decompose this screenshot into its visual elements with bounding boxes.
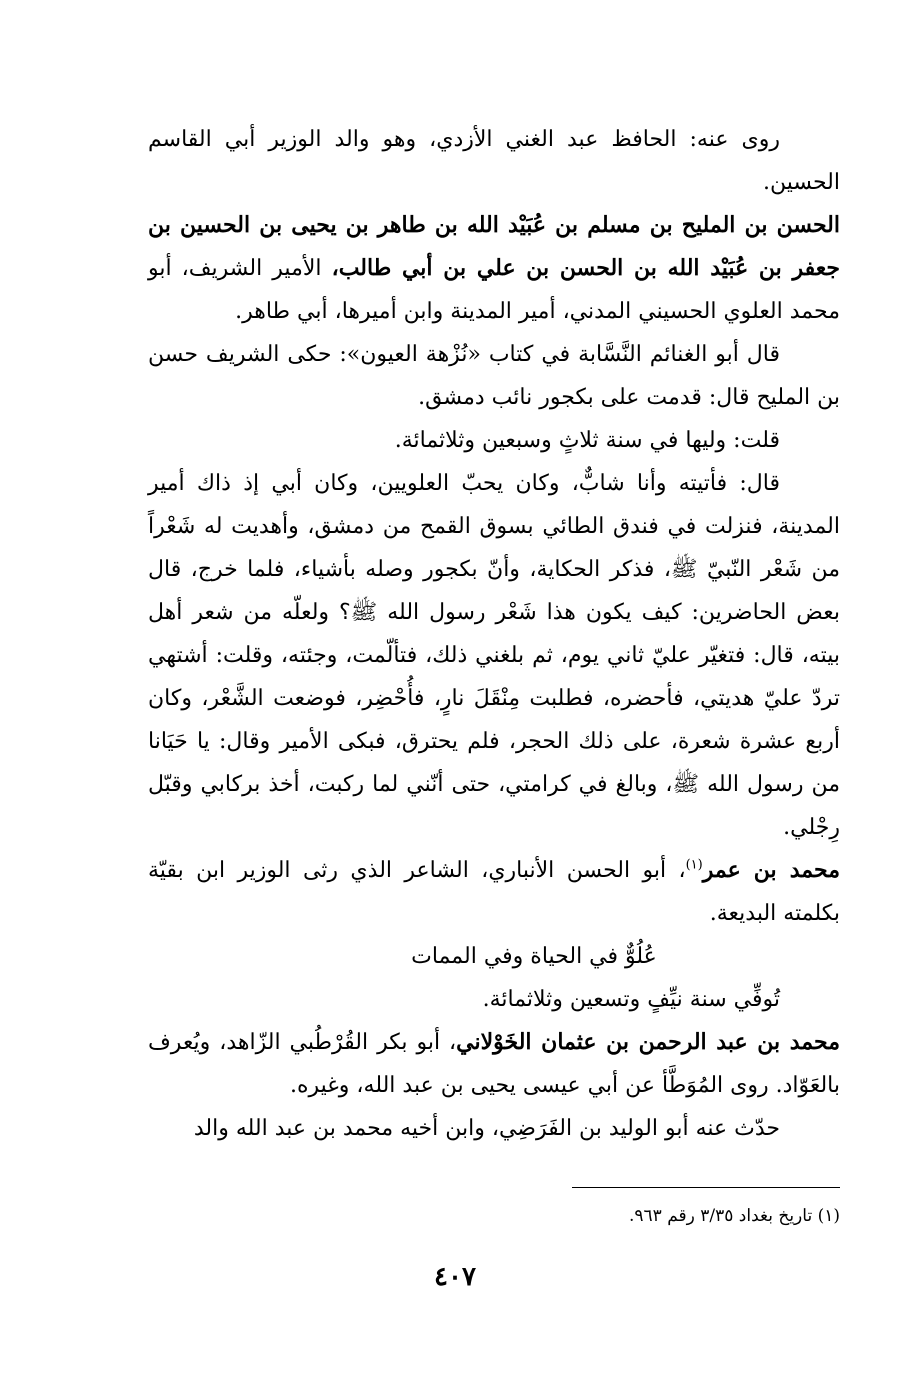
text-run: الأمير الشريف، أبو محمد العلوي الحسيني المدني، أمير المدينة وابن أميرها، أبي طاهر. bbox=[148, 256, 840, 324]
paragraphs-before-verse bbox=[148, 118, 840, 935]
paragraph-p8 bbox=[148, 1021, 840, 1107]
text-run: حدّث عنه أبو الوليد بن الفَرَضِي، وابن أخيه محمد بن عبد الله والد bbox=[193, 1116, 780, 1141]
main-text bbox=[148, 118, 840, 1150]
paragraph-p2 bbox=[148, 204, 840, 333]
footnote-separator bbox=[572, 1187, 840, 1188]
text-run: قال أبو الغنائم النَّسَّابة في كتاب «نُزْهة العيون»: حكى الشريف حسن بن المليح قال: قدمت على بكجور نائب دمشق. bbox=[148, 342, 840, 410]
text-run: تُوفِّي سنة نيِّفٍ وتسعين وثلاثمائة. bbox=[482, 987, 780, 1012]
entry-heading: الحسن بن المليح بن مسلم بن عُبَيْد الله بن طاهر بن يحيى بن الحسين بن جعفر بن عُبَيْد الله بن الحسن بن علي بن أبي طالب، bbox=[148, 212, 840, 281]
footnote: (١) تاريخ بغداد ٣/٣٥ رقم ٩٦٣. bbox=[628, 1206, 840, 1226]
text-run: ، أبو بكر القُرْطُبي الزّاهد، ويُعرف بالعَوّاد. روى المُوَطَّأ عن أبي عيسى يحيى بن عبد الله، وغيره. bbox=[148, 1030, 840, 1098]
verse bbox=[148, 935, 840, 978]
text-run: روى عنه: الحافظ عبد الغني الأزدي، وهو والد الوزير أبي القاسم الحسين. bbox=[148, 127, 840, 195]
footnote-reference: (١) bbox=[685, 857, 703, 873]
text-run: قال: فأتيته وأنا شابٌّ، وكان يحبّ العلويين، وكان أبي إذ ذاك أمير المدينة، فنزلت في فندق الطائي بسوق القمح من دمشق، وأهديت له شَعْراً من شَعْر النّبيّ ﷺ، فذكر الحكاية، وأنّ بكجور وصله بأشياء، فلما خرج، قال بعض الحاضرين: كيف يكون هذا شَعْر رسول الله ﷺ؟ ولعلّه من شعر أهل بيته، قال: فتغيّر عليّ ثاني يوم، ثم بلغني ذلك، فتألّمت، وجئته، وقلت: أشتهي تردّ عليّ هديتي، فأحضره، فطلبت مِنْقَلَ نارٍ، فأُحْضِر، فوضعت الشَّعْر، وكان أربع عشرة شعرة، على ذلك الحجر، فلم يحترق، فبكى الأمير وقال: يا حَيَانا من رسول الله ﷺ، وبالغ في كرامتي، حتى أنّني لما ركبت، أخذ بركابي وقبّل رِجْلي. bbox=[148, 471, 840, 840]
text-run: ، أبو الحسن الأنباري، الشاعر الذي رثى الوزير ابن بقيّة بكلمته البديعة. bbox=[148, 858, 840, 926]
page-number: ٤٠٧ bbox=[434, 1262, 476, 1292]
paragraph-p6 bbox=[148, 849, 840, 935]
entry-heading: محمد بن عبد الرحمن بن عثمان الخَوْلاني bbox=[456, 1029, 840, 1055]
paragraph-p3 bbox=[148, 333, 840, 419]
paragraph-p7 bbox=[148, 978, 840, 1021]
paragraphs-after-verse bbox=[148, 978, 840, 1150]
paragraph-p9 bbox=[148, 1107, 840, 1150]
verse-line: عُلُوٌّ في الحياة وفي الممات bbox=[411, 944, 657, 969]
paragraph-p5 bbox=[148, 462, 840, 849]
entry-heading: محمد بن عمر bbox=[702, 857, 840, 883]
text-run: قلت: وليها في سنة ثلاثٍ وسبعين وثلاثمائة. bbox=[394, 428, 780, 453]
paragraph-p4 bbox=[148, 419, 840, 462]
paragraph-p1 bbox=[148, 118, 840, 204]
